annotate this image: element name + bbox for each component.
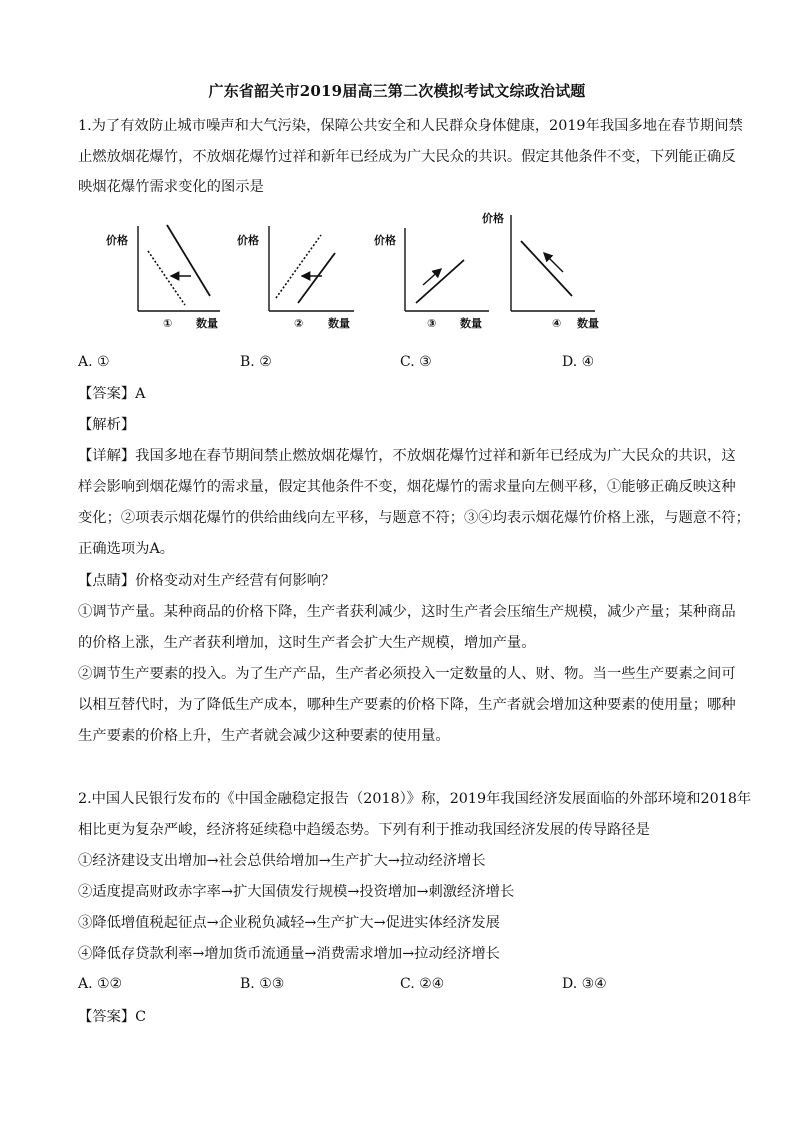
q1-detail-line-1: 【详解】我国多地在春节期间禁止燃放烟花爆竹，不放烟花爆竹过祥和新年已经成为广大民众的共识，这 — [78, 448, 736, 464]
q1-answer: 【答案】A — [78, 386, 146, 402]
graph-3-y-label: 价格 — [374, 234, 396, 247]
graph-2-supply-curve — [298, 253, 335, 303]
q1-option-c[interactable]: C. ③ — [400, 354, 432, 370]
q1-graphs — [100, 208, 620, 338]
q1-tip-line-4: ②调节生产要素的投入。为了生产产品，生产者必须投入一定数量的人、财、物。当一些生产要素之间可 — [78, 666, 736, 682]
q2-options — [78, 976, 728, 996]
graph-2-shifted-curve — [276, 235, 321, 298]
q2-option-d[interactable]: D. ③④ — [562, 976, 607, 992]
q2-item-4: ④降低存贷款利率→增加货币流通量→消费需求增加→拉动经济增长 — [78, 946, 500, 962]
graph-2 — [231, 208, 361, 338]
q1-tip-line-6: 生产要素的价格上升，生产者就会减少这种要素的使用量。 — [78, 728, 450, 744]
q2-item-3: ③降低增值税起征点→企业税负减轻→生产扩大→促进实体经济发展 — [78, 915, 500, 931]
graph-3-x-label: 数量 — [460, 317, 482, 330]
q2-option-c[interactable]: C. ②④ — [400, 976, 445, 992]
q2-item-1: ①经济建设支出增加→社会总供给增加→生产扩大→拉动经济增长 — [78, 853, 486, 869]
q2-option-b[interactable]: B. ①③ — [240, 976, 285, 992]
graph-3-number: ③ — [427, 317, 437, 330]
graph-2-number: ② — [294, 317, 304, 330]
q1-tip-line-2: ①调节产量。某种商品的价格下降，生产者获利减少，这时生产者会压缩生产规模，减少产量；某种商品 — [78, 604, 736, 620]
graph-2-y-label: 价格 — [237, 234, 259, 247]
q1-options — [78, 354, 728, 374]
q2-option-a[interactable]: A. ①② — [78, 976, 123, 992]
graph-3-curve — [416, 260, 464, 303]
q1-stem-line-1: 1.为了有效防止城市噪声和大气污染，保障公共安全和人民群众身体健康，2019年我国多地在春节期间禁 — [78, 118, 743, 134]
q1-tip-line-1: 【点睛】价格变动对生产经营有何影响？ — [78, 573, 336, 589]
graph-4-curve — [521, 241, 572, 296]
q1-tip-line-3: 的价格上涨，生产者获利增加，这时生产者会扩大生产规模，增加产量。 — [78, 635, 536, 651]
graph-4 — [480, 208, 610, 338]
q1-detail-line-4: 正确选项为A。 — [78, 541, 175, 557]
q2-item-2: ②适度提高财政赤字率→扩大国债发行规模→投资增加→刺激经济增长 — [78, 884, 515, 900]
q1-option-d[interactable]: D. ④ — [562, 354, 595, 370]
graph-1-shifted-curve — [148, 251, 185, 305]
graph-1-demand-curve — [167, 225, 210, 296]
graph-4-x-label: 数量 — [577, 317, 599, 330]
q1-detail-line-2: 样会影响到烟花爆竹的需求量，假定其他条件不变，烟花爆竹的需求量向左侧平移，①能够正确反映这种 — [78, 479, 736, 495]
graph-1-y-label: 价格 — [106, 234, 128, 247]
graph-4-number: ④ — [552, 317, 562, 330]
q1-tip-line-5: 以相互替代时，为了降低生产成本，哪种生产要素的价格下降，生产者就会增加这种要素的使用量；哪种 — [78, 697, 736, 713]
q1-option-b[interactable]: B. ② — [240, 354, 272, 370]
page-title: 广东省韶关市2019届高三第二次模拟考试文综政治试题 — [208, 82, 586, 100]
q2-stem-line-1: 2.中国人民银行发布的《中国金融稳定报告（2018）》称，2019年我国经济发展面临的外部环境和2018年 — [78, 791, 752, 807]
q1-stem-line-2: 止燃放烟花爆竹，不放烟花爆竹过祥和新年已经成为广大民众的共识。假定其他条件不变，下列能正确反 — [78, 149, 736, 165]
q2-stem-line-2: 相比更为复杂严峻，经济将延续稳中趋缓态势。下列有利于推动我国经济发展的传导路径是 — [78, 822, 650, 838]
graph-1-x-label: 数量 — [196, 317, 218, 330]
graph-2-x-label: 数量 — [328, 317, 350, 330]
graph-1 — [100, 208, 220, 338]
q1-detail-line-3: 变化；②项表示烟花爆竹的供给曲线向左平移，与题意不符；③④均表示烟花爆竹价格上涨，与题意不符； — [78, 510, 750, 526]
q2-answer: 【答案】C — [78, 1009, 147, 1025]
q1-stem-line-3: 映烟花爆竹需求变化的图示是 — [78, 179, 264, 195]
q1-analysis-heading: 【解析】 — [78, 417, 136, 433]
q1-option-a[interactable]: A. ① — [78, 354, 110, 370]
graph-1-number: ① — [163, 317, 173, 330]
graph-4-y-label: 价格 — [482, 212, 504, 225]
